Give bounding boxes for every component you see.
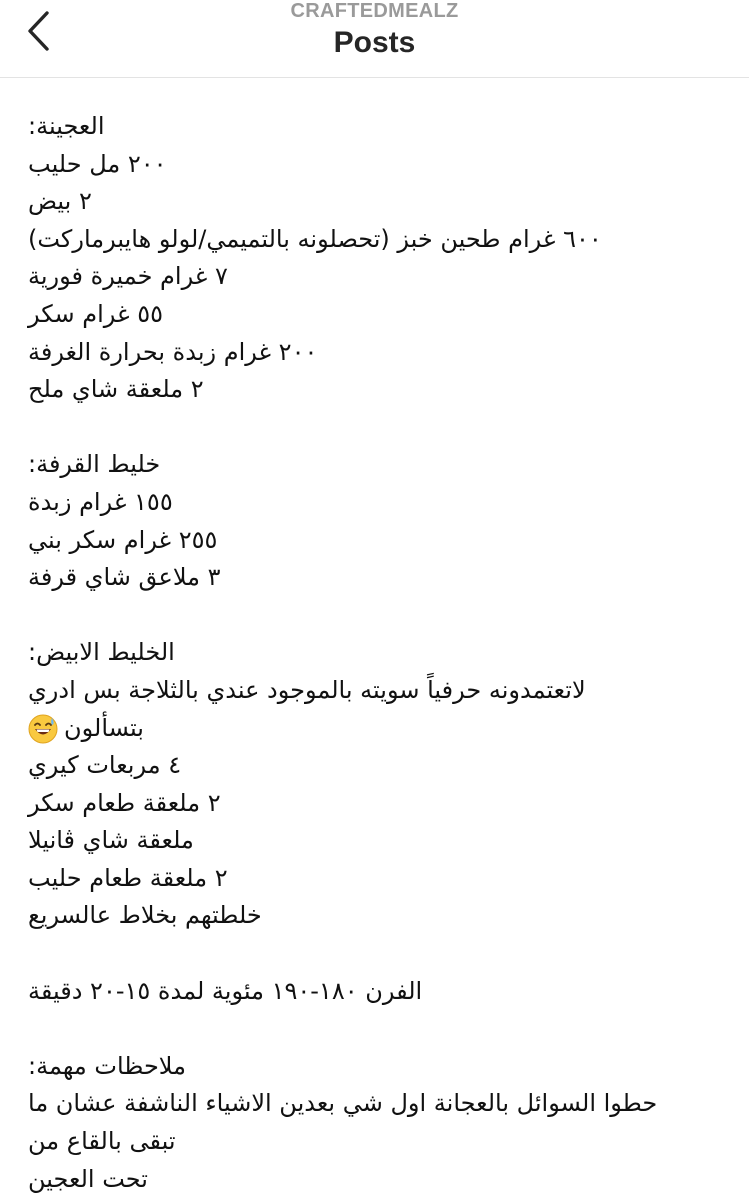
white-mix-item: ٢ ملعقة طعام حليب xyxy=(28,863,228,892)
notes-text-cutoff: تحت العجين xyxy=(28,1164,148,1193)
dough-item: ٢٠٠ غرام زبدة بحرارة الغرفة xyxy=(28,337,318,366)
spacer xyxy=(28,935,728,973)
white-mix-item: ٤ مربعات كيري xyxy=(28,751,182,780)
dough-heading: العجينة: xyxy=(28,112,105,140)
cinnamon-item: ٢٥٥ غرام سكر بني xyxy=(28,525,218,554)
dough-item: ٢ ملعقة شاي ملح xyxy=(28,375,204,404)
cinnamon-item: ٣ ملاعق شاي قرفة xyxy=(28,563,221,592)
grinning-sweat-emoji-icon xyxy=(28,714,58,744)
dough-item: ٢ بيض xyxy=(28,187,92,216)
spacer xyxy=(28,1010,728,1048)
dough-item: ٢٠٠ مل حليب xyxy=(28,149,167,178)
spacer xyxy=(28,597,728,635)
dough-item: ٦٠٠ غرام طحين خبز (تحصلونه بالتميمي/لولو هايبرماركت) xyxy=(28,224,602,253)
dough-item: ٥٥ غرام سكر xyxy=(28,299,163,328)
spacer xyxy=(28,409,728,447)
dough-item: ٧ غرام خميرة فورية xyxy=(28,262,228,291)
white-mix-note-line2 xyxy=(28,710,728,748)
post-caption xyxy=(28,108,728,1198)
notes-heading: ملاحظات مهمة: xyxy=(28,1051,186,1080)
notes-text: تبقى بالقاع من xyxy=(28,1127,176,1156)
cinnamon-heading: خليط القرفة: xyxy=(28,450,161,479)
oven-instructions: الفرن ١٨٠-١٩٠ مئوية لمدة ١٥-٢٠ دقيقة xyxy=(28,976,423,1005)
account-name[interactable]: CRAFTEDMEALZ xyxy=(290,0,459,22)
page-title: Posts xyxy=(333,26,416,59)
white-mix-note-text: بتسألون xyxy=(64,713,144,742)
cinnamon-item: ١٥٥ غرام زبدة xyxy=(28,487,173,516)
white-mix-item: ٢ ملعقة طعام سكر xyxy=(28,788,221,817)
white-mix-item: ملعقة شاي ڤانيلا xyxy=(28,826,194,855)
white-mix-heading: الخليط الابيض: xyxy=(28,638,175,667)
notes-text: حطوا السوائل بالعجانة اول شي بعدين الاشياء الناشفة عشان ما xyxy=(28,1089,658,1118)
white-mix-item: خلطتهم بخلاط عالسريع xyxy=(28,901,262,930)
top-nav-bar xyxy=(0,0,749,78)
white-mix-note: لاتعتمدونه حرفياً سويته بالموجود عندي بالثلاجة بس ادري xyxy=(28,675,586,704)
